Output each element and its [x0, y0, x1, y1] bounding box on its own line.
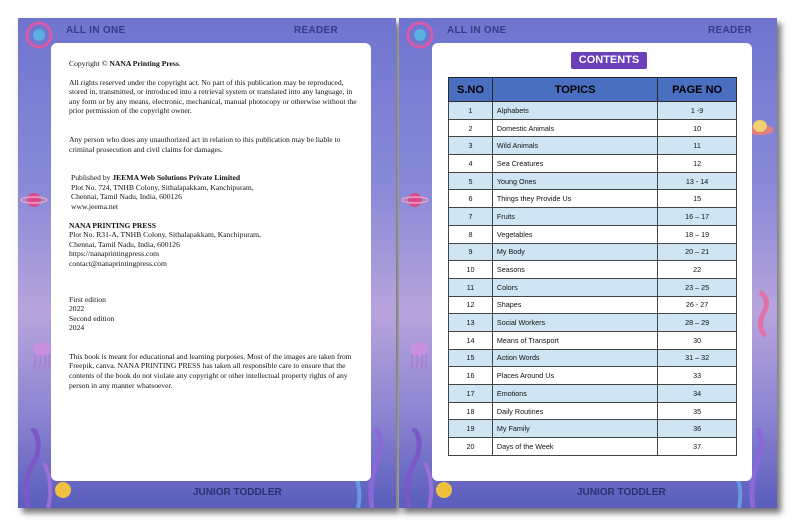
row-page: 1 -9 [658, 102, 737, 120]
copyright-holder: NANA Printing Press [109, 59, 179, 68]
planet-icon [401, 190, 429, 210]
edition-line: First edition [69, 294, 106, 304]
table-row [449, 225, 737, 243]
row-page: 20 – 21 [658, 243, 737, 261]
row-sno: 20 [449, 438, 493, 456]
row-sno: 5 [449, 172, 493, 190]
row-sno: 18 [449, 402, 493, 420]
series-label: ALL IN ONE [447, 25, 507, 36]
copyright-prefix: Copyright © [69, 59, 110, 68]
printer-address-line: Chennai, Tamil Nadu, India, 600126 [69, 239, 180, 249]
row-topic: Places Around Us [492, 367, 657, 385]
printer-name: NANA PRINTING PRESS [69, 220, 156, 230]
table-row [449, 172, 737, 190]
row-page: 34 [658, 385, 737, 403]
printer-email: contact@nanaprintingpress.com [69, 258, 167, 268]
header-topics: TOPICS [492, 78, 657, 102]
contents-table [448, 77, 737, 456]
planet-icon [20, 190, 48, 210]
edition-line: 2024 [69, 323, 85, 333]
contents-title: CONTENTS [571, 52, 647, 69]
rights-paragraph: All rights reserved under the copyright act. No part of this publication may be reproduced, stored in, transmitted, or introduced into a retrieval system or translated into any language, in any form or by any means, electronic, mechanical, manual photocopy or otherwise without the prior permission of the copyright owner. [69, 77, 357, 116]
table-row [449, 402, 737, 420]
contents-sheet [432, 43, 752, 481]
row-topic: Domestic Animals [492, 119, 657, 137]
table-row [449, 208, 737, 226]
disclaimer-paragraph: This book is meant for educational and learning purposes. Most of the images are taken from Freepik, canva. NANA PRINTING PRESS has taken all responsible care to ensure that the contents of the book do not violate any copyright or other intellectual property rights of any person in any manner whatsoever. [69, 351, 352, 390]
row-topic: Emotions [492, 385, 657, 403]
row-sno: 4 [449, 155, 493, 173]
row-page: 31 – 32 [658, 349, 737, 367]
edition-line: 2022 [69, 304, 85, 314]
edition-line: Second edition [69, 313, 115, 323]
row-sno: 13 [449, 314, 493, 332]
row-sno: 3 [449, 137, 493, 155]
book-label: READER [294, 25, 339, 36]
row-topic: My Body [492, 243, 657, 261]
table-row [449, 349, 737, 367]
page-tab [143, 457, 173, 481]
row-sno: 12 [449, 296, 493, 314]
row-sno: 1 [449, 102, 493, 120]
copyright-sheet [51, 43, 371, 481]
row-sno: 8 [449, 225, 493, 243]
row-page: 28 – 29 [658, 314, 737, 332]
row-sno: 14 [449, 331, 493, 349]
table-row [449, 190, 737, 208]
row-topic: Means of Transport [492, 331, 657, 349]
row-topic: Seasons [492, 261, 657, 279]
published-prefix: Published by [71, 173, 113, 183]
contents-rows [449, 102, 737, 456]
row-topic: Colors [492, 278, 657, 296]
row-topic: Action Words [492, 349, 657, 367]
publisher-name: JEEMA Web Solutions Private Limited [112, 173, 241, 183]
row-page: 18 – 19 [658, 225, 737, 243]
table-row [449, 243, 737, 261]
table-row [449, 385, 737, 403]
row-topic: Alphabets [492, 102, 657, 120]
row-sno: 7 [449, 208, 493, 226]
table-row [449, 137, 737, 155]
liability-paragraph: Any person who does any unauthorized act in relation to this publication may be liable to criminal prosecution and civil claims for damages. [69, 134, 341, 154]
table-row [449, 278, 737, 296]
table-row [449, 261, 737, 279]
table-row [449, 420, 737, 438]
table-row [449, 155, 737, 173]
row-topic: My Family [492, 420, 657, 438]
row-page: 10 [658, 119, 737, 137]
row-topic: Social Workers [492, 314, 657, 332]
row-topic: Shapes [492, 296, 657, 314]
row-page: 33 [658, 367, 737, 385]
copyright-text [69, 59, 359, 390]
row-topic: Days of the Week [492, 438, 657, 456]
row-topic: Sea Creatures [492, 155, 657, 173]
publisher-address-line: Chennai, Tamil Nadu, India, 600126 [71, 192, 182, 202]
row-sno: 6 [449, 190, 493, 208]
table-row [449, 102, 737, 120]
publisher-address-line: Plot No. 724, TNHB Colony, Sithalapakkam, Kanchipuram, [71, 182, 254, 192]
row-topic: Young Ones [492, 172, 657, 190]
row-sno: 10 [449, 261, 493, 279]
copyright-suffix: . [178, 59, 181, 68]
row-topic: Things they Provide Us [492, 190, 657, 208]
copyright-page [18, 18, 396, 508]
row-page: 36 [658, 420, 737, 438]
page-tab [522, 457, 552, 481]
row-sno: 16 [449, 367, 493, 385]
row-page: 30 [658, 331, 737, 349]
table-row [449, 314, 737, 332]
book-label: READER [707, 25, 752, 36]
publisher-website: www.jeema.net [71, 201, 119, 211]
row-page: 37 [658, 438, 737, 456]
row-topic: Vegetables [492, 225, 657, 243]
contents-page [399, 18, 777, 508]
row-page: 35 [658, 402, 737, 420]
table-row [449, 367, 737, 385]
row-sno: 9 [449, 243, 493, 261]
header-page: PAGE NO [658, 78, 737, 102]
row-sno: 2 [449, 119, 493, 137]
row-page: 13 - 14 [658, 172, 737, 190]
table-row [449, 438, 737, 456]
row-topic: Fruits [492, 208, 657, 226]
row-page: 22 [658, 261, 737, 279]
row-page: 23 – 25 [658, 278, 737, 296]
row-page: 26 - 27 [658, 296, 737, 314]
row-page: 16 – 17 [658, 208, 737, 226]
series-label: ALL IN ONE [66, 25, 126, 36]
level-label: JUNIOR TODDLER [577, 487, 666, 498]
row-page: 11 [658, 137, 737, 155]
table-row [449, 331, 737, 349]
printer-website: https://nanaprintingpress.com [69, 249, 160, 259]
row-sno: 17 [449, 385, 493, 403]
row-topic: Wild Animals [492, 137, 657, 155]
row-sno: 19 [449, 420, 493, 438]
row-page: 12 [658, 155, 737, 173]
row-sno: 15 [449, 349, 493, 367]
printer-address-line: Plot No. R31-A, TNHB Colony, Sithalapakkam, Kanchipuram, [69, 230, 261, 240]
row-page: 15 [658, 190, 737, 208]
row-topic: Daily Routines [492, 402, 657, 420]
header-sno: S.NO [449, 78, 493, 102]
row-sno: 11 [449, 278, 493, 296]
jellyfish-icon [407, 340, 431, 370]
table-row [449, 119, 737, 137]
level-label: JUNIOR TODDLER [193, 487, 282, 498]
table-row [449, 296, 737, 314]
